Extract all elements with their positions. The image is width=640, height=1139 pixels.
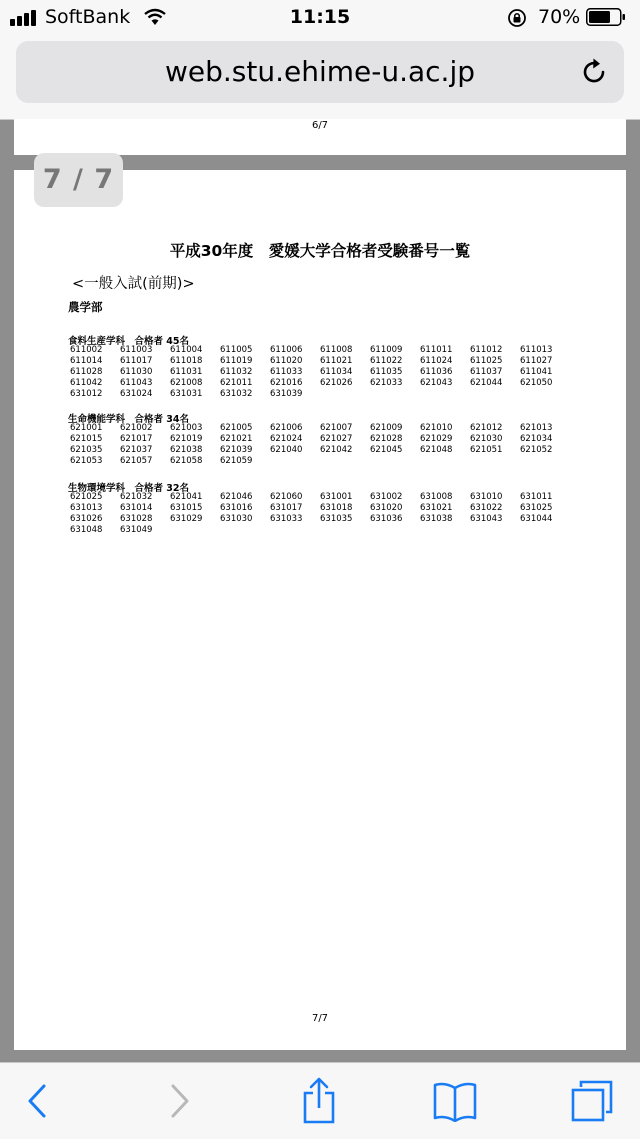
exam-number: 621034 xyxy=(520,434,553,444)
exam-number: 631022 xyxy=(470,503,503,513)
forward-button[interactable] xyxy=(156,1077,204,1125)
exam-number: 621044 xyxy=(470,378,503,388)
exam-number: 621025 xyxy=(70,492,103,502)
exam-number: 611035 xyxy=(370,367,403,377)
exam-number: 621051 xyxy=(470,445,503,455)
exam-number: 621053 xyxy=(70,456,103,466)
page-indicator: 7 / 7 xyxy=(34,153,123,207)
exam-number: 621024 xyxy=(270,434,303,444)
exam-number: 611003 xyxy=(120,345,153,355)
department-header: 食料生産学科 合格者 45名 xyxy=(68,336,190,347)
exam-number: 621007 xyxy=(320,423,353,433)
exam-number: 611006 xyxy=(270,345,303,355)
exam-number: 631021 xyxy=(420,503,453,513)
exam-number: 631015 xyxy=(170,503,203,513)
exam-number: 611025 xyxy=(470,356,503,366)
exam-number: 631001 xyxy=(320,492,353,502)
pdf-page-6 xyxy=(14,119,626,155)
exam-number: 621001 xyxy=(70,423,103,433)
exam-number: 611020 xyxy=(270,356,303,366)
faculty-heading: 農学部 xyxy=(68,300,103,314)
share-icon xyxy=(301,1077,337,1125)
exam-number: 611005 xyxy=(220,345,253,355)
tabs-icon xyxy=(569,1078,615,1124)
exam-number: 631039 xyxy=(270,389,303,399)
exam-number: 621017 xyxy=(120,434,153,444)
bookmarks-icon xyxy=(432,1080,478,1122)
exam-number: 621030 xyxy=(470,434,503,444)
tabs-button[interactable] xyxy=(568,1077,616,1125)
exam-number: 621046 xyxy=(220,492,253,502)
exam-number: 611032 xyxy=(220,367,253,377)
exam-number: 611028 xyxy=(70,367,103,377)
exam-number: 631029 xyxy=(170,514,203,524)
exam-number: 621010 xyxy=(420,423,453,433)
exam-number: 611022 xyxy=(370,356,403,366)
exam-number: 621048 xyxy=(420,445,453,455)
page-footer-number: 7/7 xyxy=(311,1013,329,1024)
exam-number: 621033 xyxy=(370,378,403,388)
exam-number: 631010 xyxy=(470,492,503,502)
exam-number: 631035 xyxy=(320,514,353,524)
orientation-lock-icon xyxy=(507,8,527,28)
back-button[interactable] xyxy=(13,1077,61,1125)
exam-number: 631011 xyxy=(520,492,553,502)
exam-number: 611008 xyxy=(320,345,353,355)
exam-number: 611037 xyxy=(470,367,503,377)
status-bar xyxy=(0,0,640,38)
exam-number: 621037 xyxy=(120,445,153,455)
exam-number: 631008 xyxy=(420,492,453,502)
exam-number: 621032 xyxy=(120,492,153,502)
exam-number: 611018 xyxy=(170,356,203,366)
exam-number: 631049 xyxy=(120,525,153,535)
exam-number: 621057 xyxy=(120,456,153,466)
exam-number: 611033 xyxy=(270,367,303,377)
exam-number: 631014 xyxy=(120,503,153,513)
exam-number: 621042 xyxy=(320,445,353,455)
exam-number: 621039 xyxy=(220,445,253,455)
exam-number: 611030 xyxy=(120,367,153,377)
exam-number: 611011 xyxy=(420,345,453,355)
exam-number: 621035 xyxy=(70,445,103,455)
exam-number: 611041 xyxy=(520,367,553,377)
exam-number: 621059 xyxy=(220,456,253,466)
exam-number: 611002 xyxy=(70,345,103,355)
exam-number: 631002 xyxy=(370,492,403,502)
exam-number: 621050 xyxy=(520,378,553,388)
exam-number: 631038 xyxy=(420,514,453,524)
exam-number: 621041 xyxy=(170,492,203,502)
exam-number: 631028 xyxy=(120,514,153,524)
exam-number: 621019 xyxy=(170,434,203,444)
exam-number: 631024 xyxy=(120,389,153,399)
exam-number: 631013 xyxy=(70,503,103,513)
exam-number: 631043 xyxy=(470,514,503,524)
exam-number: 621003 xyxy=(170,423,203,433)
exam-number: 611027 xyxy=(520,356,553,366)
exam-number: 621015 xyxy=(70,434,103,444)
exam-number: 621060 xyxy=(270,492,303,502)
exam-number: 621058 xyxy=(170,456,203,466)
exam-number: 611019 xyxy=(220,356,253,366)
bookmarks-button[interactable] xyxy=(431,1077,479,1125)
exam-number: 621013 xyxy=(520,423,553,433)
exam-number: 621045 xyxy=(370,445,403,455)
exam-number: 611017 xyxy=(120,356,153,366)
exam-number: 631017 xyxy=(270,503,303,513)
exam-number: 611014 xyxy=(70,356,103,366)
exam-number: 611024 xyxy=(420,356,453,366)
exam-number: 631033 xyxy=(270,514,303,524)
exam-number: 611042 xyxy=(70,378,103,388)
exam-number: 611009 xyxy=(370,345,403,355)
exam-number: 621008 xyxy=(170,378,203,388)
exam-number: 621038 xyxy=(170,445,203,455)
pdf-page-7 xyxy=(14,170,626,1050)
battery-percentage: 70% xyxy=(538,6,581,28)
exam-type-heading: <一般入試(前期)> xyxy=(72,276,195,292)
department-header: 生命機能学科 合格者 34名 xyxy=(68,414,190,425)
exam-number: 611043 xyxy=(120,378,153,388)
exam-number: 621043 xyxy=(420,378,453,388)
exam-number-grid xyxy=(70,345,580,400)
exam-number: 631018 xyxy=(320,503,353,513)
back-icon xyxy=(25,1083,49,1119)
exam-number: 631012 xyxy=(70,389,103,399)
exam-number: 631032 xyxy=(220,389,253,399)
exam-number: 631020 xyxy=(370,503,403,513)
exam-number: 631036 xyxy=(370,514,403,524)
clock: 11:15 xyxy=(289,6,351,28)
exam-number: 621016 xyxy=(270,378,303,388)
exam-number: 621009 xyxy=(370,423,403,433)
exam-number: 621027 xyxy=(320,434,353,444)
exam-number: 621026 xyxy=(320,378,353,388)
exam-number: 611013 xyxy=(520,345,553,355)
share-button[interactable] xyxy=(295,1077,343,1125)
exam-number: 621021 xyxy=(220,434,253,444)
browser-toolbar xyxy=(0,1062,640,1139)
exam-number: 631030 xyxy=(220,514,253,524)
exam-number: 631026 xyxy=(70,514,103,524)
exam-number: 611031 xyxy=(170,367,203,377)
exam-number: 631031 xyxy=(170,389,203,399)
exam-number: 621052 xyxy=(520,445,553,455)
exam-number: 611034 xyxy=(320,367,353,377)
exam-number-grid xyxy=(70,492,580,536)
exam-number: 631025 xyxy=(520,503,553,513)
url-text[interactable]: web.stu.ehime-u.ac.jp xyxy=(164,55,476,88)
exam-number: 611021 xyxy=(320,356,353,366)
exam-number: 621028 xyxy=(370,434,403,444)
exam-number: 621012 xyxy=(470,423,503,433)
exam-number: 621040 xyxy=(270,445,303,455)
exam-number: 621006 xyxy=(270,423,303,433)
page-footer-number: 6/7 xyxy=(311,120,329,131)
document-title: 平成30年度 愛媛大学合格者受験番号一覧 xyxy=(169,242,471,260)
exam-number: 631048 xyxy=(70,525,103,535)
exam-number: 621005 xyxy=(220,423,253,433)
address-bar[interactable] xyxy=(16,41,624,103)
forward-icon xyxy=(168,1083,192,1119)
exam-number: 621029 xyxy=(420,434,453,444)
carrier-name: SoftBank xyxy=(45,6,131,28)
exam-number-grid xyxy=(70,423,580,467)
exam-number: 631044 xyxy=(520,514,553,524)
exam-number: 611036 xyxy=(420,367,453,377)
exam-number: 611004 xyxy=(170,345,203,355)
browser-header xyxy=(0,38,640,120)
exam-number: 621011 xyxy=(220,378,253,388)
battery-icon xyxy=(586,8,626,26)
exam-number: 621002 xyxy=(120,423,153,433)
department-header: 生物環境学科 合格者 32名 xyxy=(68,483,190,494)
exam-number: 631016 xyxy=(220,503,253,513)
exam-number: 611012 xyxy=(470,345,503,355)
reload-icon[interactable] xyxy=(580,57,610,87)
